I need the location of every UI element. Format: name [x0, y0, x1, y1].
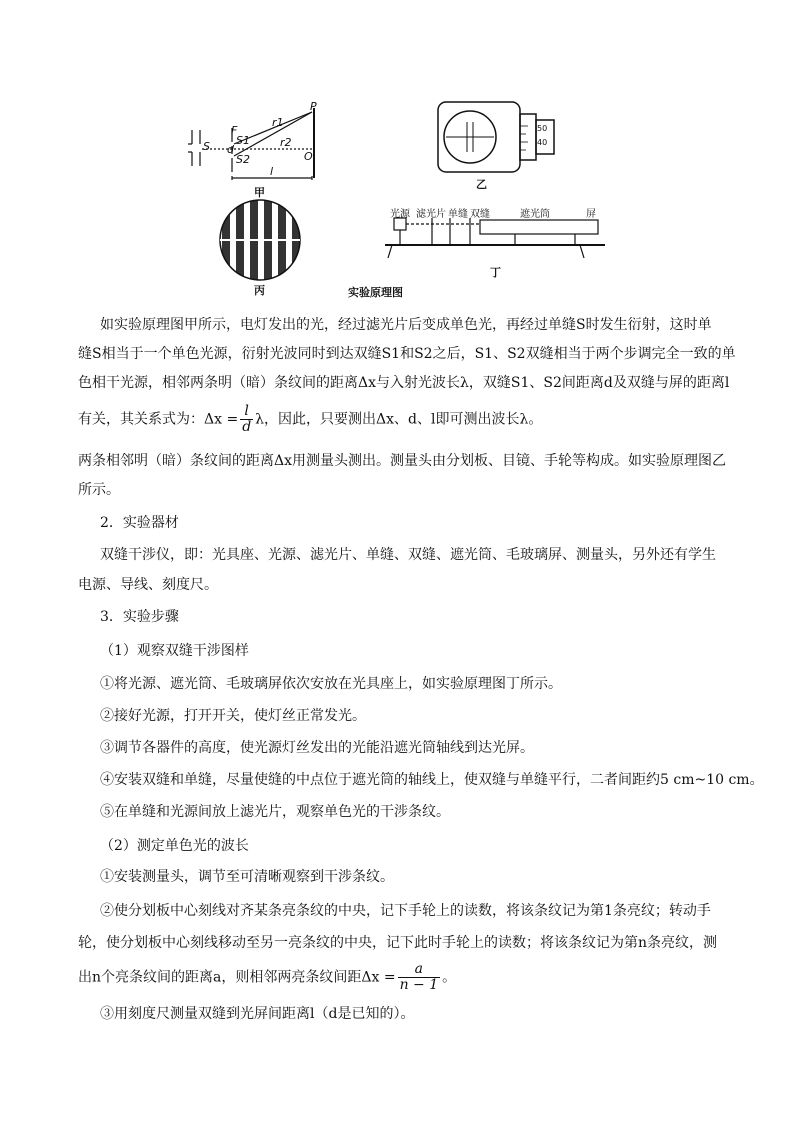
- label-S2: S2: [236, 153, 250, 166]
- equipment-line1: 双缝干涉仪，即：光具座、光源、滤光片、单缝、双缝、遮光筒、毛玻璃屏、测量头，另外还有学生: [100, 547, 716, 563]
- step-1-3: ③调节各器件的高度，使光源灯丝发出的光能沿遮光筒轴线到达光屏。: [100, 740, 534, 756]
- scale-top: 50: [537, 124, 548, 133]
- step-2-title: （2）测定单色光的波长: [100, 838, 249, 854]
- formula-denominator: d: [242, 419, 252, 435]
- label-double: 双缝: [470, 209, 490, 220]
- para1-line3: 色相干光源，相邻两条明（暗）条纹间的距离Δx与入射光波长λ，双缝S1、S2间距离d及双缝与屏的距离l: [78, 375, 730, 391]
- step-2-2-line1: ②使分划板中心刻线对齐某条亮条纹的中央，记下手轮上的读数，将该条纹记为第1条亮纹；转动手: [100, 903, 711, 919]
- label-l: l: [270, 165, 274, 178]
- formula-numerator: l: [240, 404, 253, 420]
- para1-line1: 如实验原理图甲所示，电灯发出的光，经过滤光片后变成单色光，再经过单缝S时发生衍射，这时单: [100, 317, 712, 333]
- label-single: 单缝: [448, 209, 468, 220]
- para1-line4: [78, 404, 542, 435]
- step-1-4: ④安装双缝和单缝，尽量使缝的中点位于遮光筒的轴线上，使双缝与单缝平行，二者间距约5 cm~10 cm。: [100, 772, 764, 788]
- step-1-title: （1）观察双缝干涉图样: [100, 643, 249, 659]
- step-2-3: ③用刻度尺测量双缝到光屏间距离l（d是已知的）。: [100, 1006, 415, 1022]
- label-filter: 滤光片: [416, 209, 446, 220]
- label-S: S: [203, 140, 210, 153]
- equipment-line2: 电源、导线、刻度尺。: [78, 577, 218, 593]
- label-tube: 遮光筒: [520, 209, 550, 220]
- step-2-2-line3-a: 出n个亮条纹间的距离a，则相邻两亮条纹间距Δx =: [78, 969, 396, 986]
- caption-ding: 丁: [490, 266, 501, 279]
- caption-bing: 丙: [254, 284, 265, 297]
- figure-drawing: [180, 100, 620, 300]
- para1-line4-b: λ，因此，只要测出Δx、d、l即可测出波长λ。: [255, 411, 543, 428]
- diagram-ding: [385, 218, 605, 258]
- experiment-figure: [180, 100, 620, 300]
- label-r1: r1: [272, 116, 284, 129]
- para2-line1: 两条相邻明（暗）条纹间的距离Δx用测量头测出。测量头由分划板、目镜、手轮等构成。如实验原理图乙: [78, 453, 727, 469]
- heading-steps: 3．实验步骤: [100, 609, 179, 625]
- label-P: P: [310, 100, 317, 113]
- para1-line2: 缝S相当于一个单色光源，衍射光波同时到达双缝S1和S2之后，S1、S2双缝相当于两个步调完全一致的单: [78, 346, 736, 362]
- step-2-2-line2: 轮，使分划板中心刻线移动至另一亮条纹的中央，记下此时手轮上的读数；将该条纹记为第n条亮纹，测: [78, 935, 718, 951]
- step-2-2-line3: [78, 962, 456, 993]
- formula-a-over-n-1: [398, 962, 441, 993]
- step-2-2-line3-b: 。: [442, 969, 457, 986]
- label-S1: S1: [236, 134, 250, 147]
- label-F: F: [231, 124, 238, 137]
- step-2-1: ①安装测量头，调节至可清晰观察到干涉条纹。: [100, 869, 394, 885]
- label-O: O: [304, 150, 313, 163]
- diagram-yi: [438, 102, 554, 172]
- heading-equipment: 2．实验器材: [100, 515, 179, 531]
- label-screen: 屏: [586, 209, 596, 220]
- caption-yi: 乙: [476, 178, 487, 191]
- diagram-bing: [220, 198, 300, 282]
- label-source: 光源: [390, 209, 410, 220]
- label-r2: r2: [280, 136, 292, 149]
- step-1-1: ①将光源、遮光筒、毛玻璃屏依次安放在光具座上，如实验原理图丁所示。: [100, 676, 562, 692]
- scale-bottom: 40: [537, 138, 548, 147]
- caption-jia: 甲: [254, 186, 265, 199]
- formula2-denominator: n − 1: [399, 977, 439, 993]
- step-1-2: ②接好光源，打开开关，使灯丝正常发光。: [100, 708, 366, 724]
- formula2-numerator: a: [398, 962, 441, 978]
- caption-main: 实验原理图: [348, 286, 403, 299]
- para1-line4-a: 有关，其关系式为：Δx =: [78, 411, 239, 428]
- para2-line2: 所示。: [78, 482, 120, 498]
- label-d: d: [227, 143, 234, 156]
- formula-l-over-d: [240, 404, 253, 435]
- step-1-5: ⑤在单缝和光源间放上滤光片，观察单色光的干涉条纹。: [100, 804, 450, 820]
